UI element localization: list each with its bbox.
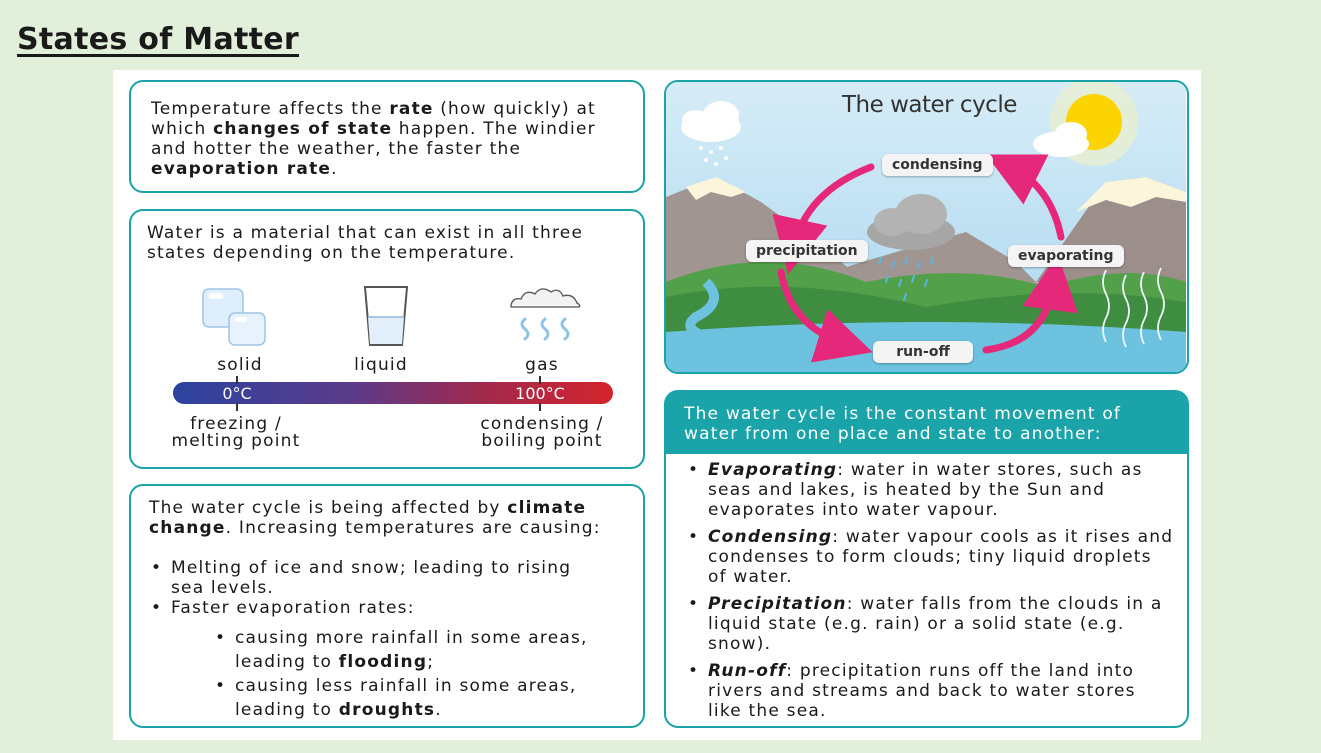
label-condensing: condensing: [882, 154, 993, 176]
tick-100c-bottom: [539, 403, 541, 411]
label-runoff: run-off: [873, 341, 973, 363]
climate-box: [129, 484, 645, 728]
list-item: • causing more rainfall in some areas, leading to flooding;: [211, 626, 611, 674]
rate-box: [129, 80, 645, 193]
list-item: • Precipitation: water falls from the clouds in a liquid state (e.g. rain) or a solid state (e.g. snow).: [684, 594, 1174, 654]
label-precipitation: precipitation: [746, 240, 868, 262]
gas-icon: [507, 283, 583, 349]
tick-100c-top: [539, 376, 541, 384]
cycle-definitions-box: [664, 390, 1189, 728]
definitions-header: The water cycle is the constant movement of water from one place and state to another:: [666, 392, 1187, 454]
state-label-gas: gas: [525, 355, 559, 375]
climate-intro: The water cycle is being affected by climate change. Increasing temperatures are causing:: [149, 498, 601, 538]
temp-label-0c: 0°C: [222, 384, 252, 403]
state-label-liquid: liquid: [354, 355, 408, 375]
definitions-list: [684, 460, 1174, 721]
ice-cube-icon: [199, 283, 271, 349]
water-cycle-diagram: [664, 80, 1189, 374]
freezing-point-label: freezing / melting point: [171, 414, 301, 451]
climate-bullets: [147, 558, 627, 618]
glass-icon: [361, 283, 411, 349]
rate-text: Temperature affects the rate (how quickly) at which changes of state happen. The windier and hotter the weather, the faster the evaporation rate.: [151, 99, 596, 179]
list-item: • causing less rainfall in some areas, leading to droughts.: [211, 674, 611, 722]
list-item: • Run-off: precipitation runs off the land into rivers and streams and back to water stores like the sea.: [684, 661, 1174, 721]
boiling-point-label: condensing / boiling point: [480, 414, 604, 451]
diagram-title: The water cycle: [842, 92, 1017, 118]
water-cycle-scene: [666, 82, 1186, 372]
list-item: • Evaporating: water in water stores, such as seas and lakes, is heated by the Sun and evaporates into water vapour.: [684, 460, 1174, 520]
page-title: States of Matter: [17, 22, 300, 57]
tick-0c-top: [236, 376, 238, 384]
temp-label-100c: 100°C: [515, 384, 565, 403]
state-label-solid: solid: [217, 355, 263, 375]
list-item: • Melting of ice and snow; leading to rising sea levels.: [147, 558, 601, 598]
states-intro: Water is a material that can exist in all three states depending on the temperature.: [147, 223, 584, 263]
states-box: [129, 209, 645, 469]
list-item: • Faster evaporation rates:: [147, 598, 627, 618]
list-item: • Condensing: water vapour cools as it rises and condenses to form clouds; tiny liquid droplets of water.: [684, 527, 1174, 587]
info-sheet: [113, 70, 1201, 740]
climate-sub-bullets: [211, 626, 611, 722]
label-evaporating: evaporating: [1008, 245, 1124, 267]
tick-0c-bottom: [236, 403, 238, 411]
